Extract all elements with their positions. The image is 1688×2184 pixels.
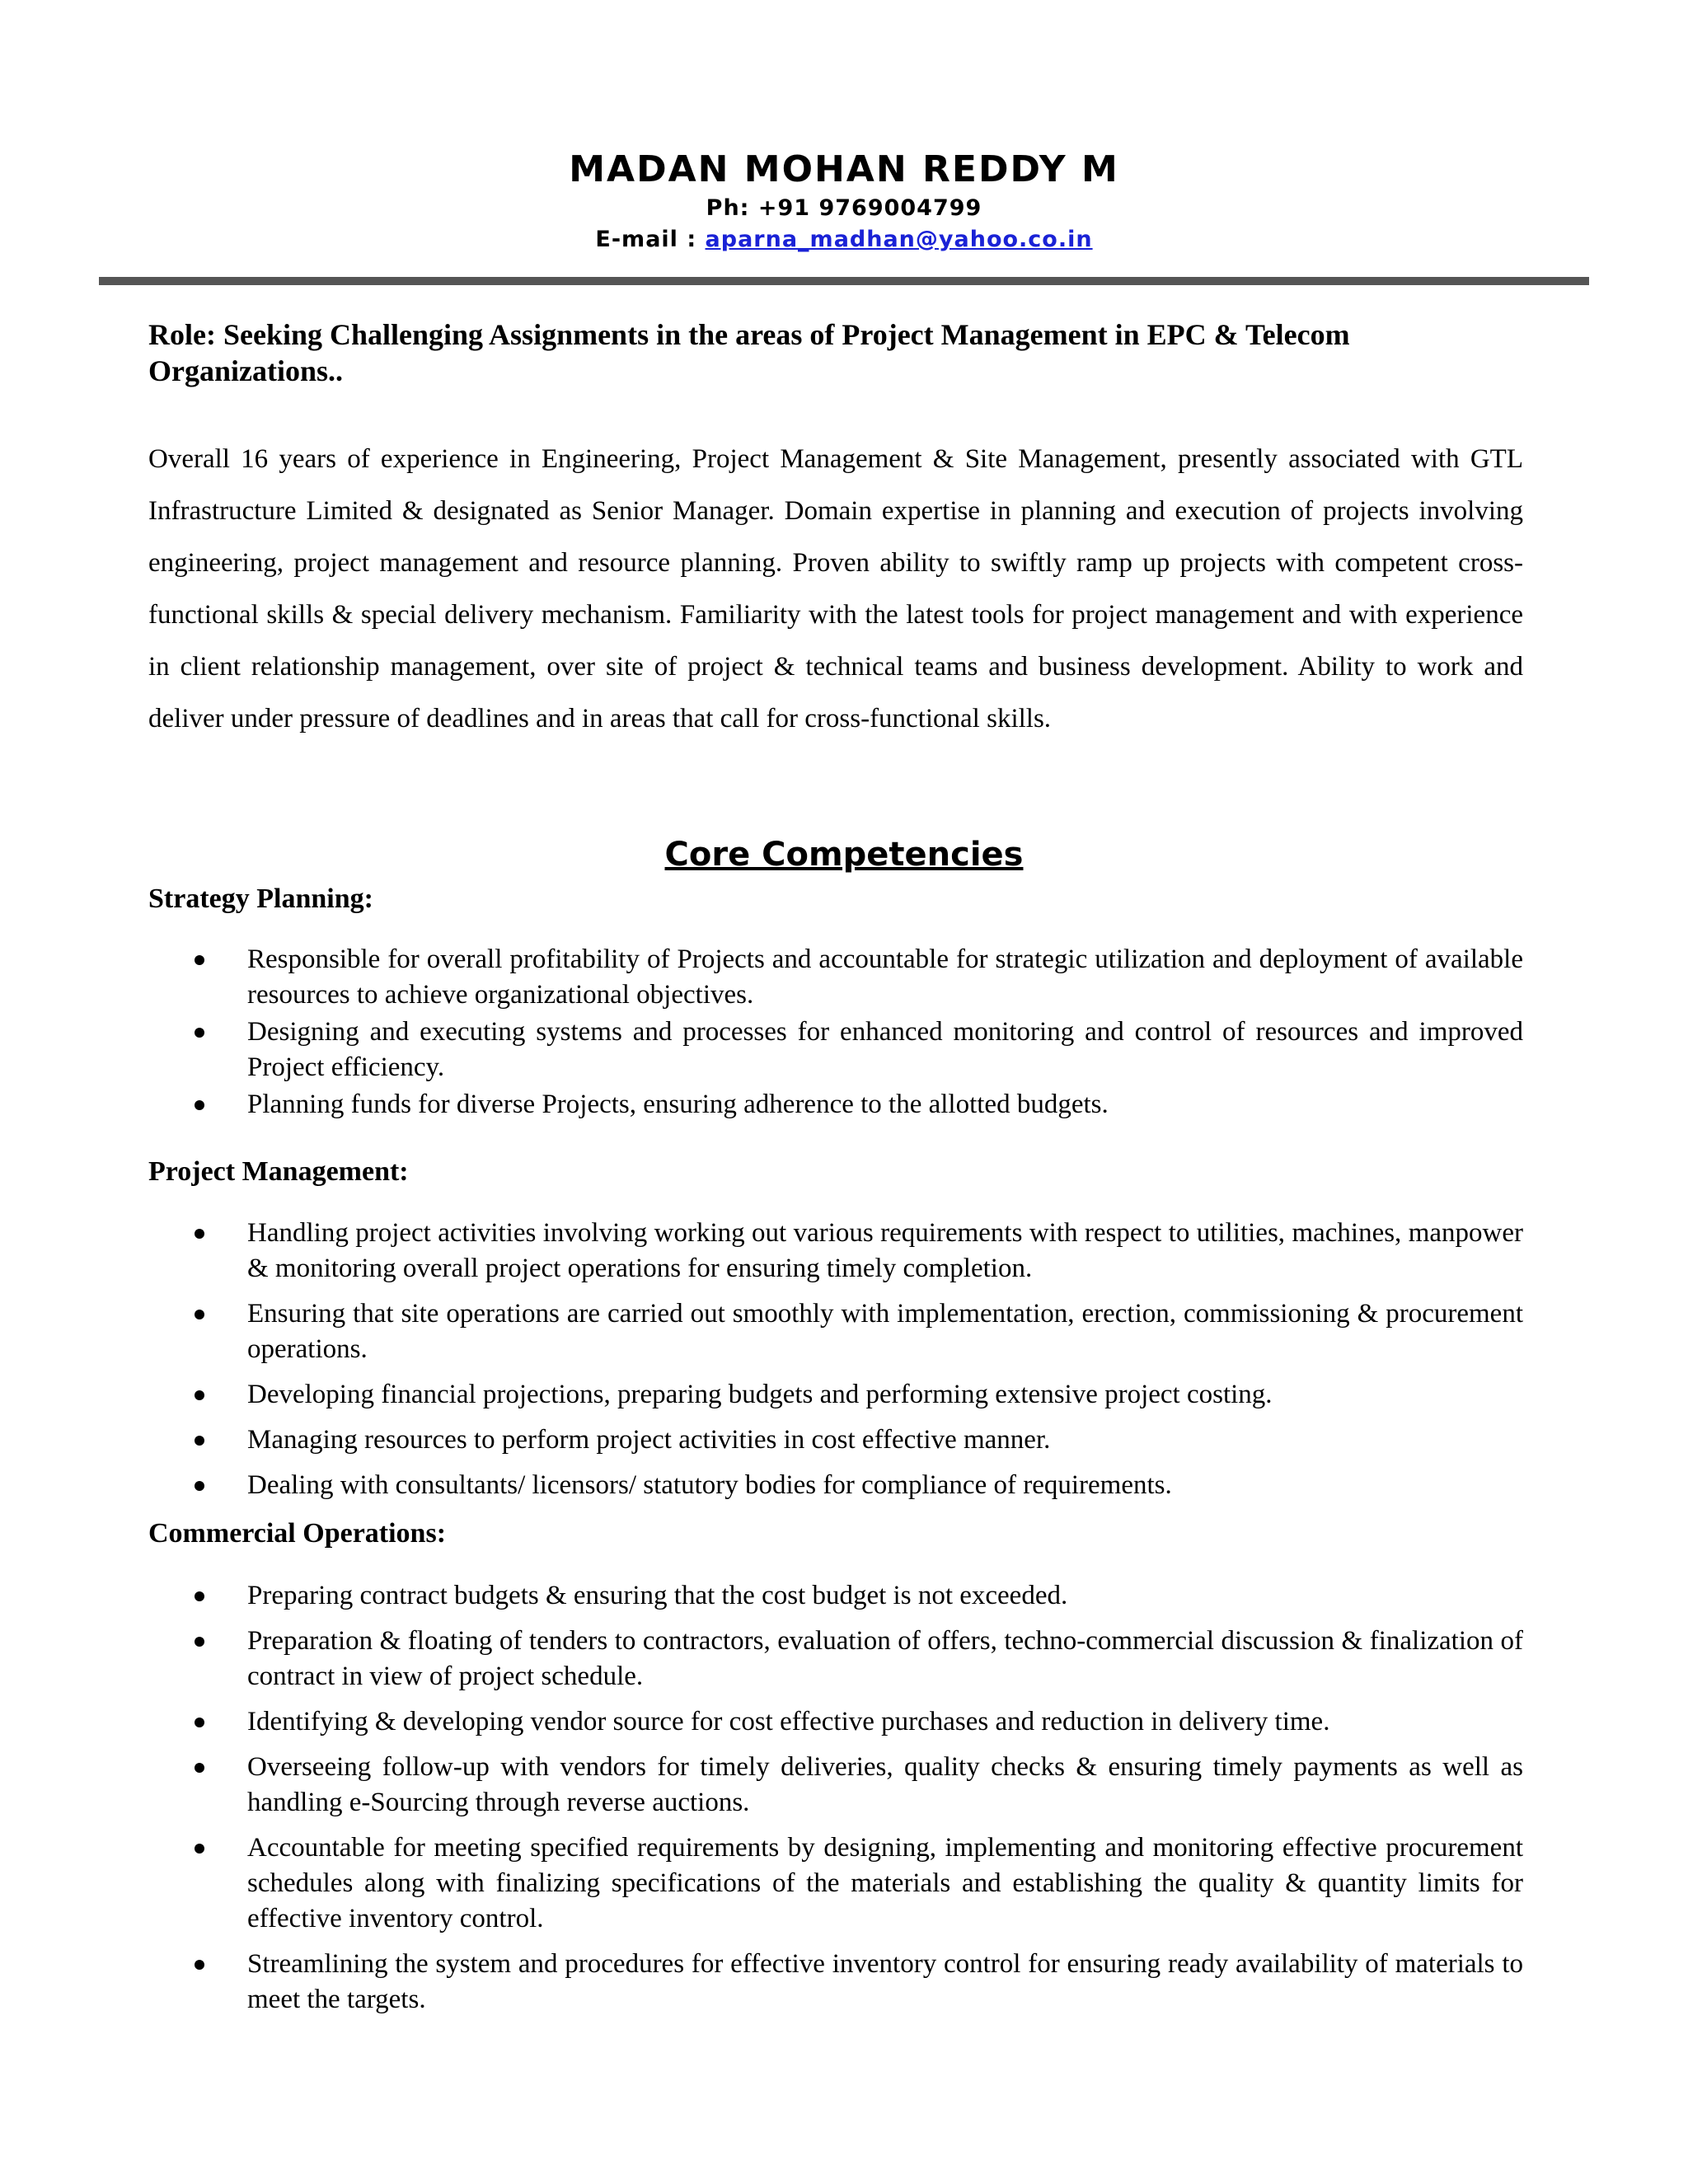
bullet-icon — [195, 1844, 204, 1854]
commercial-operations-list — [148, 1578, 1523, 2018]
bullet-icon — [195, 1028, 204, 1038]
bullet-icon — [195, 1763, 204, 1773]
candidate-name: MADAN MOHAN REDDY M — [569, 148, 1119, 190]
list-item: Handling project activities involving working out various requirements with respect to utilities, machines, manpower & monitoring overall project operations for ensuring timely completion. — [148, 1216, 1523, 1286]
list-item: Managing resources to perform project activities in cost effective manner. — [148, 1422, 1523, 1458]
section-title-strategy-planning: Strategy Planning: — [148, 883, 373, 914]
section-title-commercial-operations: Commercial Operations: — [148, 1518, 447, 1549]
bullet-icon — [195, 1390, 204, 1400]
email-label: E-mail : — [595, 227, 706, 252]
bullet-icon — [195, 1436, 204, 1446]
list-item: Preparing contract budgets & ensuring that the cost budget is not exceeded. — [148, 1578, 1523, 1614]
list-item: Developing financial projections, preparing budgets and performing extensive project costing. — [148, 1377, 1523, 1413]
bullet-icon — [195, 1481, 204, 1491]
list-item: Identifying & developing vendor source for cost effective purchases and reduction in delivery time. — [148, 1704, 1523, 1740]
project-management-list — [148, 1216, 1523, 1503]
bullet-icon — [195, 1718, 204, 1727]
bullet-icon — [195, 1591, 204, 1601]
strategy-planning-list — [148, 942, 1523, 1122]
email-link[interactable]: aparna_madhan@yahoo.co.in — [705, 227, 1093, 252]
summary-paragraph: Overall 16 years of experience in Engineering, Project Management & Site Management, presently associated with GTL Infrastructure Limited & designated as Senior Manager. Domain expertise in planning and execution of projects involving engineering, project management and resource planning. Proven ability to swiftly ramp up projects with competent cross-functional skills & special delivery mechanism. Familiarity with the latest tools for project management and with experience in client relationship management, over site of project & technical teams and business development. Ability to work and deliver under pressure of deadlines and in areas that call for cross-functional skills. — [148, 444, 1523, 733]
bullet-icon — [195, 1637, 204, 1647]
bullet-icon — [195, 955, 204, 965]
bullet-icon — [195, 1100, 204, 1110]
list-item: Overseeing follow-up with vendors for timely deliveries, quality checks & ensuring timely payments as well as handling e-Sourcing through reverse auctions. — [148, 1750, 1523, 1821]
bullet-icon — [195, 1310, 204, 1319]
list-item: Designing and executing systems and processes for enhanced monitoring and control of resources and improved Project efficiency. — [148, 1015, 1523, 1085]
list-item: Ensuring that site operations are carried out smoothly with implementation, erection, commissioning & procurement operations. — [148, 1296, 1523, 1367]
list-item: Accountable for meeting specified requirements by designing, implementing and monitoring effective procurement schedules along with finalizing specifications of the materials and establishing the quality & quantity limits for effective inventory control. — [148, 1830, 1523, 1937]
header-divider — [99, 277, 1589, 285]
phone-number: Ph: +91 9769004799 — [706, 195, 982, 221]
role-statement: Role: Seeking Challenging Assignments in the areas of Project Management in EPC & Telecom Organizations.. — [148, 318, 1350, 387]
list-item: Streamlining the system and procedures for effective inventory control for ensuring ready availability of materials to meet the targets. — [148, 1947, 1523, 2018]
bullet-icon — [195, 1960, 204, 1970]
email-line — [0, 224, 1688, 255]
list-item: Planning funds for diverse Projects, ensuring adherence to the allotted budgets. — [148, 1087, 1523, 1122]
list-item: Dealing with consultants/ licensors/ statutory bodies for compliance of requirements. — [148, 1468, 1523, 1503]
core-competencies-heading: Core Competencies — [664, 836, 1024, 874]
list-item: Preparation & floating of tenders to contractors, evaluation of offers, techno-commercial discussion & finalization of contract in view of project schedule. — [148, 1624, 1523, 1694]
section-title-project-management: Project Management: — [148, 1156, 409, 1187]
resume-header — [0, 147, 1688, 255]
bullet-icon — [195, 1229, 204, 1239]
list-item: Responsible for overall profitability of Projects and accountable for strategic utilization and deployment of available resources to achieve organizational objectives. — [148, 942, 1523, 1013]
